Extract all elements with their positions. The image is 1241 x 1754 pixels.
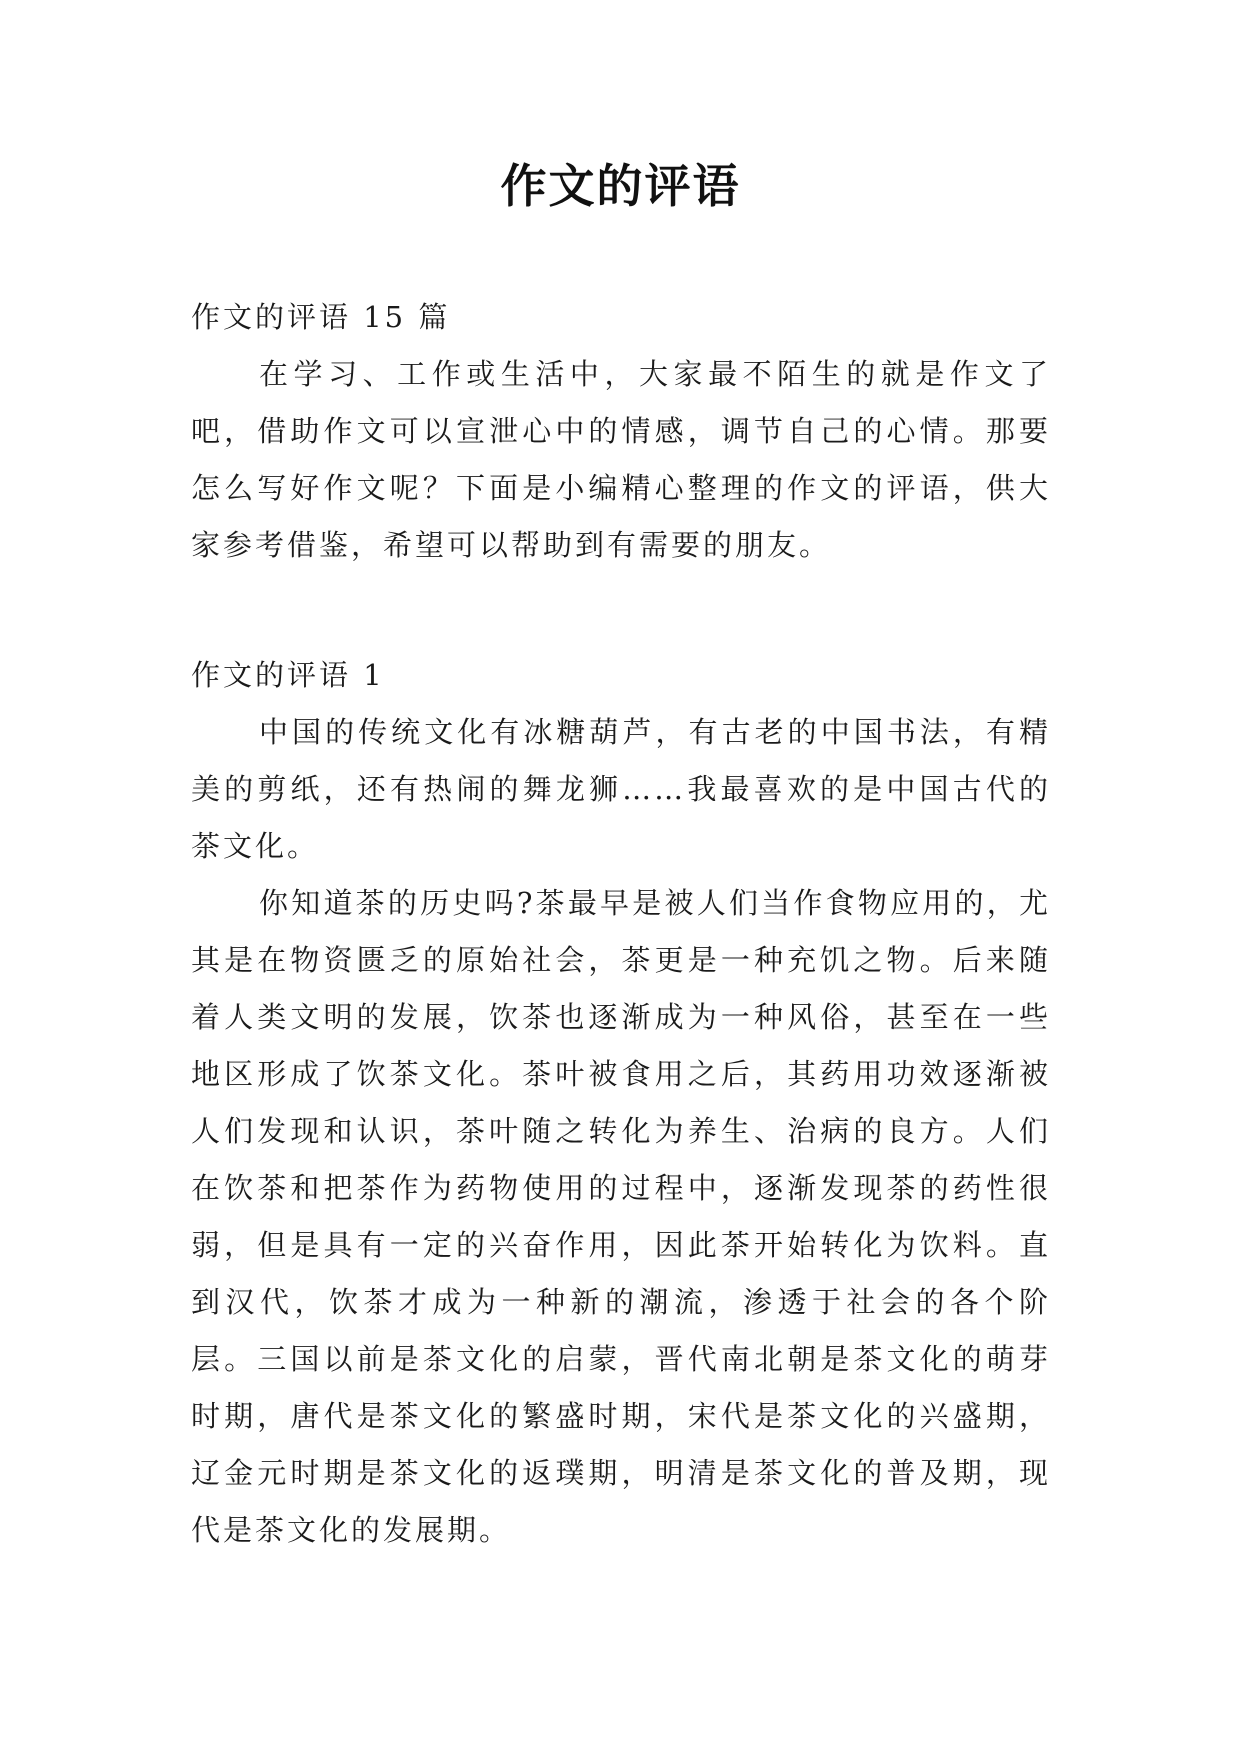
body-paragraph: 你知道茶的历史吗?茶最早是被人们当作食物应用的，尤其是在物资匮乏的原始社会，茶更是一种充饥之物。后来随着人类文明的发展，饮茶也逐渐成为一种风俗，甚至在一些地区形成了饮茶文化。茶叶被食用之后，其药用功效逐渐被人们发现和认识，茶叶随之转化为养生、治病的良方。人们在饮茶和把茶作为药物使用的过程中，逐渐发现茶的药性很弱，但是具有一定的兴奋作用，因此茶开始转化为饮料。直到汉代，饮茶才成为一种新的潮流，渗透于社会的各个阶层。三国以前是茶文化的启蒙，晋代南北朝是茶文化的萌芽时期，唐代是茶文化的繁盛时期，宋代是茶文化的兴盛期，辽金元时期是茶文化的返璞期，明清是茶文化的普及期，现代是茶文化的发展期。 [191, 886, 1051, 1547]
section-heading: 作文的评语 15 篇 [191, 300, 451, 334]
body-paragraph: 中国的传统文化有冰糖葫芦，有古老的中国书法，有精美的剪纸，还有热闹的舞龙狮……我最喜欢的是中国古代的茶文化。 [191, 715, 1051, 863]
section-heading: 作文的评语 1 [191, 658, 385, 692]
intro-paragraph: 在学习、工作或生活中，大家最不陌生的就是作文了吧，借助作文可以宣泄心中的情感，调节自己的心情。那要怎么写好作文呢？下面是小编精心整理的作文的评语，供大家参考借鉴，希望可以帮助到有需要的朋友。 [191, 357, 1051, 562]
intro-section [191, 289, 1051, 574]
document-title: 作文的评语 [500, 159, 741, 213]
essay-comment-1-section [191, 647, 1051, 1559]
